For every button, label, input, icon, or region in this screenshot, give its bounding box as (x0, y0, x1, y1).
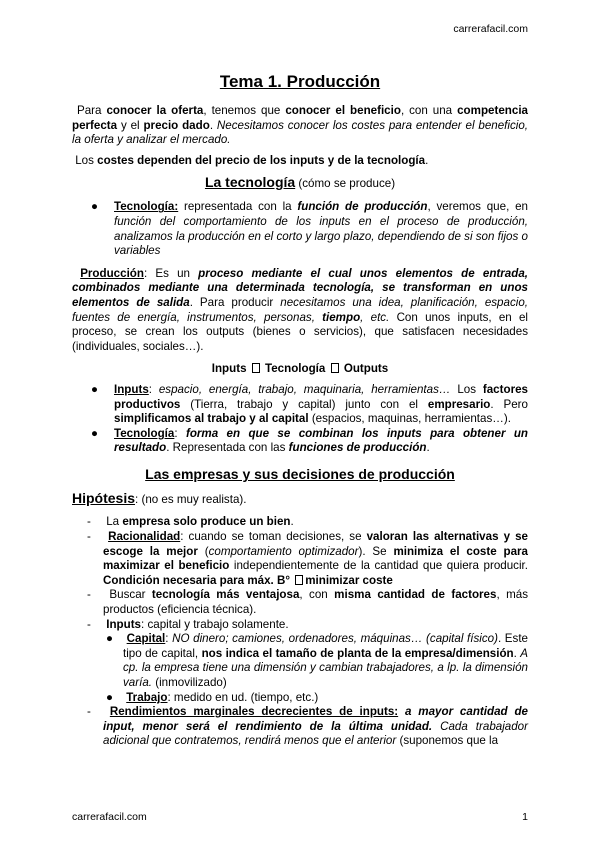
list-item: - Rendimientos marginales decrecientes de inputs: a mayor cantidad de input, menor será el rendimiento de la última unidad. Cada trabajador adicional que contratemos, rendirá menos que el anterior (suponemos que la (87, 705, 528, 748)
page-number: 1 (522, 811, 528, 823)
produccion-paragraph: Producción: Es un proceso mediante el cual unos elementos de entrada, combinados mediante una determinada tecnología, se transforman en unos elementos de salida. Para producir necesitamos una idea, planificación, espacio, fuentes de energía, instrumentos, personas, tiempo, etc. Con unos inputs, en el proceso, se crean los outputs (bienes o servicios), que satisfacen necesidades (individuales, sociales…). (72, 266, 528, 353)
document-body (72, 72, 528, 749)
tecnologia-list (72, 200, 528, 258)
arrow-box-icon (331, 363, 339, 373)
list-item: - Buscar tecnología más ventajosa, con misma cantidad de factores, más productos (eficiencia técnica). (87, 588, 528, 617)
bullet-icon: ● (106, 690, 114, 704)
hipotesis-line: Hipótesis: (no es muy realista). (72, 489, 247, 506)
list-item: ● Inputs: espacio, energía, trabajo, maquinaria, herramientas… Los factores productivos (Tierra, trabajo y capital) junto con el empresario. Pero simplificamos al trabajo y al capital (espacios, maquinas, herramientas…). (91, 382, 528, 426)
flow-line: Inputs Tecnología Outputs (211, 362, 389, 376)
list-item: ● Capital: NO dinero; camiones, ordenadores, máquinas… (capital físico). Este tipo de capital, nos indica el tamaño de planta de la empresa/dimensión. A cp. la empresa tiene una dimensión y cambian trabajadores, a lp. la dimensión varía. (inmovilizado) (106, 632, 528, 689)
list-item: ● Tecnología: representada con la función de producción, veremos que, en función del comportamiento de los inputs en el proceso de producción, analizamos la producción en el corto y largo plazo, dependiendo de si son fijos o variables (91, 200, 528, 258)
bullet-icon: ● (91, 426, 99, 440)
footer-site: carrerafacil.com (72, 811, 147, 823)
section-heading-empresas: Las empresas y sus decisiones de producción (145, 465, 455, 482)
list-item: ● Trabajo: medido en ud. (tiempo, etc.) (106, 690, 319, 704)
header-site: carrerafacil.com (453, 23, 528, 35)
section-heading-tecnologia: La tecnología (cómo se produce) (204, 174, 396, 191)
hipotesis-list (72, 515, 528, 749)
inputs-sublist (103, 632, 528, 705)
arrow-box-icon (252, 363, 260, 373)
list-item: - Inputs: capital y trabajo solamente. ● Capital: NO dinero; camiones, ordenadores, máquinas… (capital físico). Este tipo de capital, nos indica el tamaño de planta de la empresa/dimensión. A cp. la empresa tiene una dimensión y cambian trabajadores, a lp. la dimensión varía. (inmovilizado) ● Trabajo: medido en ud. (tiempo, etc.) (87, 617, 528, 704)
intro-paragraph: Para conocer la oferta, tenemos que conocer el beneficio, con una competencia perfecta y el precio dado. Necesitamos conocer los costes para entender el beneficio, la oferta y analizar el mercado. (72, 104, 529, 147)
list-item: - Racionalidad: cuando se toman decisiones, se valoran las alternativas y se escoge la mejor (comportamiento optimizador). Se minimiza el coste para maximizar el beneficio independientemente de la cantidad que quiera producir. Condición necesaria para máx. B° minimizar coste (87, 530, 529, 587)
page-title: Tema 1. Producción (219, 72, 381, 91)
costs-paragraph: Los costes dependen del precio de los inputs y de la tecnología. (75, 153, 429, 167)
list-item: - La empresa solo produce un bien. (87, 515, 294, 529)
bullet-icon: ● (91, 382, 99, 396)
bullet-icon: ● (106, 632, 114, 646)
list-item: ● Tecnología: forma en que se combinan los inputs para obtener un resultado. Representada con las funciones de producción. (91, 426, 529, 455)
inputs-list (72, 383, 528, 456)
bullet-icon: ● (91, 200, 99, 214)
arrow-box-icon (295, 575, 303, 585)
